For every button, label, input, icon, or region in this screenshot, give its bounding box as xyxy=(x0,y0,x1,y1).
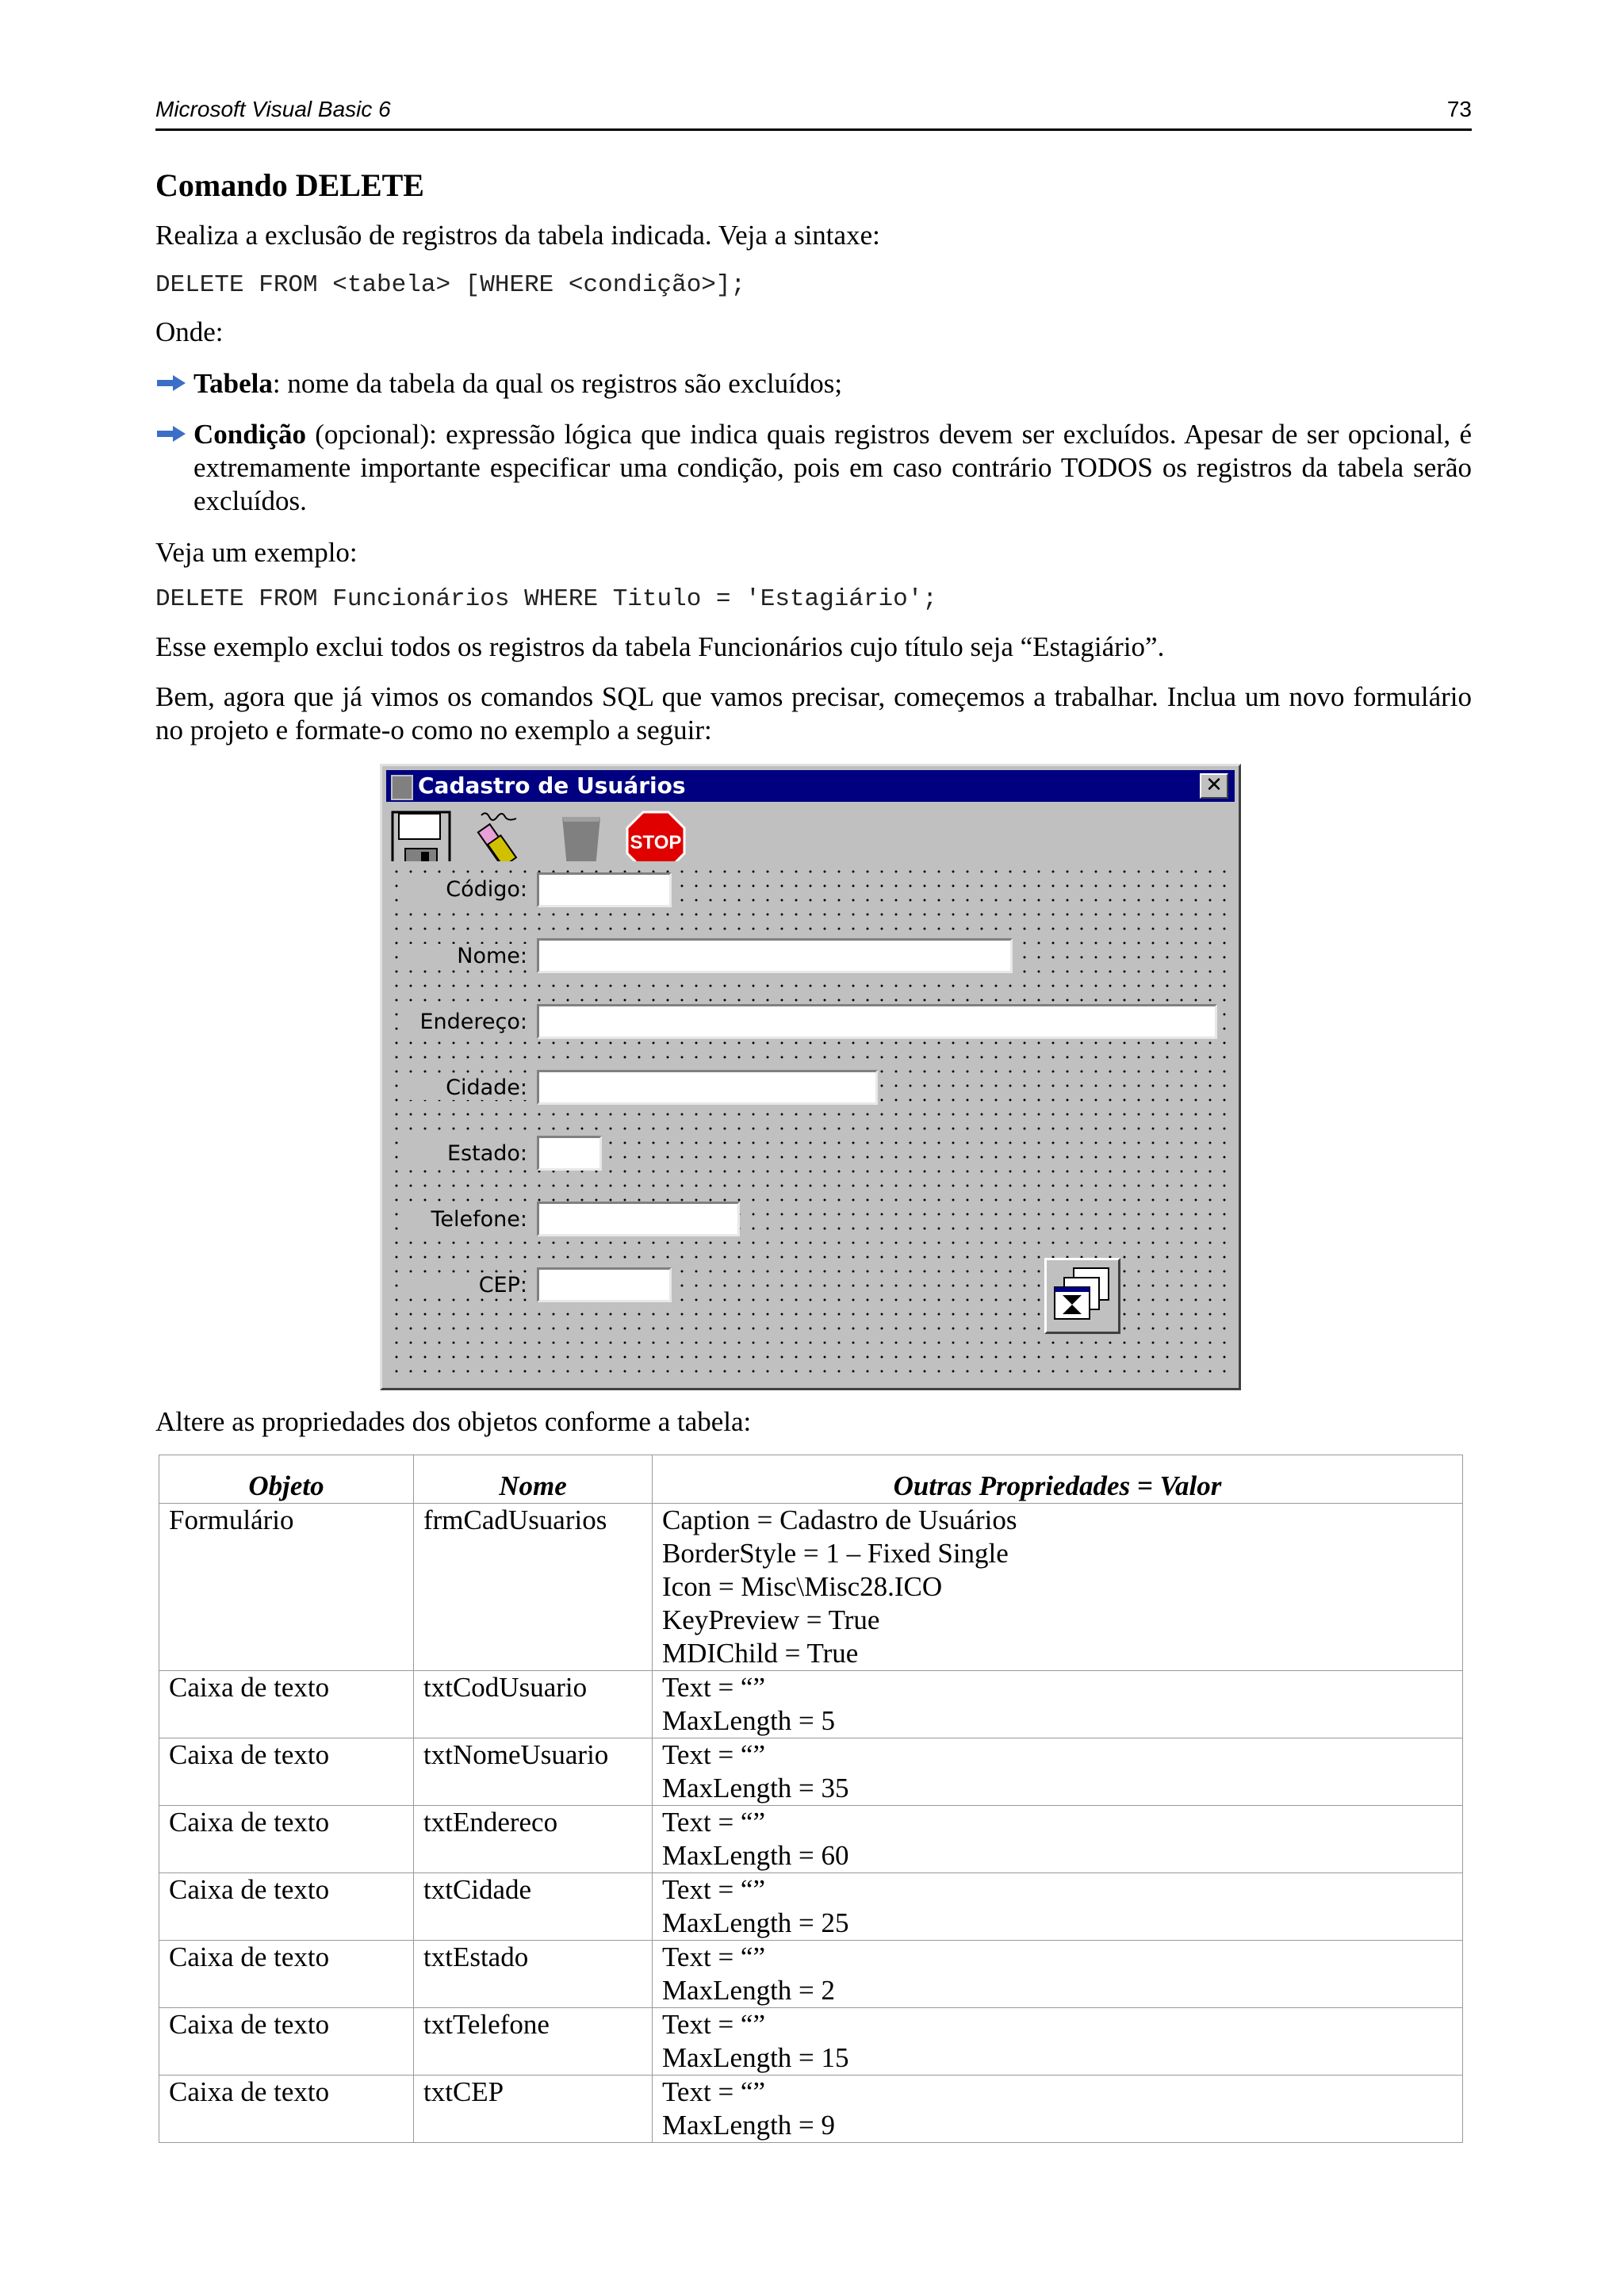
field-label-cidade: Cidade: xyxy=(400,1075,530,1100)
arrow-bullet-icon xyxy=(155,424,189,443)
table-intro: Altere as propriedades dos objetos conforme a tabela: xyxy=(155,1406,752,1437)
table-row xyxy=(159,1504,1463,1671)
cell-objeto: Formulário xyxy=(159,1504,414,1671)
txt-cep[interactable] xyxy=(537,1267,672,1302)
cell-nome: txtTelefone xyxy=(414,2008,653,2076)
cell-props xyxy=(653,2008,1463,2076)
table-row xyxy=(159,1806,1463,1873)
table-row xyxy=(159,1873,1463,1941)
close-button[interactable]: ✕ xyxy=(1200,773,1228,799)
stop-label: STOP xyxy=(630,832,682,853)
prop-line: KeyPreview = True xyxy=(662,1604,880,1635)
hourglass-windows-icon xyxy=(1047,1260,1118,1332)
txt-endereco[interactable] xyxy=(537,1004,1217,1039)
bullet-term: Condição xyxy=(193,419,306,450)
column-header: Objeto xyxy=(159,1455,414,1504)
cell-props xyxy=(653,2076,1463,2143)
prop-line: Text = “” xyxy=(662,1874,766,1905)
txt-nome-usuario[interactable] xyxy=(537,938,1013,973)
cell-nome: frmCadUsuarios xyxy=(414,1504,653,1671)
header-title: Microsoft Visual Basic 6 xyxy=(155,97,391,121)
field-label-nome: Nome: xyxy=(400,944,530,968)
example-intro: Veja um exemplo: xyxy=(155,537,358,568)
cell-nome: txtEndereco xyxy=(414,1806,653,1873)
prop-line: MaxLength = 5 xyxy=(662,1705,836,1736)
cell-props xyxy=(653,1941,1463,2008)
cell-objeto: Caixa de texto xyxy=(159,1873,414,1941)
cell-objeto: Caixa de texto xyxy=(159,2008,414,2076)
prop-line: Text = “” xyxy=(662,1807,766,1838)
column-header: Nome xyxy=(414,1455,653,1504)
window-titlebar xyxy=(386,770,1235,802)
table-row xyxy=(159,1941,1463,2008)
prop-line: MaxLength = 2 xyxy=(662,1975,836,2006)
syntax-code: DELETE FROM <tabela> [WHERE <condição>]; xyxy=(155,271,746,299)
cell-props xyxy=(653,1806,1463,1873)
section-title: Comando DELETE xyxy=(155,167,424,203)
page-header xyxy=(155,94,1472,131)
txt-cidade[interactable] xyxy=(537,1070,878,1105)
bullet-term: Tabela xyxy=(193,368,273,399)
prop-line: MaxLength = 35 xyxy=(662,1773,849,1803)
table-row xyxy=(159,2076,1463,2143)
form-window xyxy=(380,764,1241,1390)
prop-line: BorderStyle = 1 – Fixed Single xyxy=(662,1538,1009,1569)
app-icon xyxy=(391,775,413,800)
prop-line: Icon = Misc\Misc28.ICO xyxy=(662,1571,943,1602)
intro-paragraph: Realiza a exclusão de registros da tabela indicada. Veja a sintaxe: xyxy=(155,220,880,251)
prop-line: Text = “” xyxy=(662,2009,766,2040)
bullet-text: (opcional): expressão lógica que indica quais registros devem ser excluídos. Apesar de ser opcional, é extremamente importante especificar uma condição, pois em caso contrário TODOS os registros da tabela serão excluídos. xyxy=(193,419,1472,516)
prop-line: Text = “” xyxy=(662,1941,766,1972)
column-header: Outras Propriedades = Valor xyxy=(653,1455,1463,1504)
cell-objeto: Caixa de texto xyxy=(159,1671,414,1738)
txt-cod-usuario[interactable] xyxy=(537,872,672,907)
table-header-row xyxy=(159,1455,1463,1504)
cell-nome: txtCidade xyxy=(414,1873,653,1941)
prop-line: MaxLength = 25 xyxy=(662,1907,849,1938)
prop-line: Text = “” xyxy=(662,1739,766,1770)
properties-table xyxy=(159,1455,1463,2143)
prop-line: Caption = Cadastro de Usuários xyxy=(662,1504,1017,1535)
cell-nome: txtCEP xyxy=(414,2076,653,2143)
data-control-button[interactable] xyxy=(1044,1258,1120,1334)
table-row xyxy=(159,2008,1463,2076)
prop-line: Text = “” xyxy=(662,2076,766,2107)
table-row xyxy=(159,1738,1463,1806)
bullet-text: : nome da tabela da qual os registros são excluídos; xyxy=(272,368,843,399)
page-number: 73 xyxy=(1446,97,1472,121)
continue-paragraph: Bem, agora que já vimos os comandos SQL que vamos precisar, começemos a trabalhar. Inclua um novo formulário no projeto e formate-o como no exemplo a seguir: xyxy=(155,681,1472,746)
cell-objeto: Caixa de texto xyxy=(159,1738,414,1806)
onde-label: Onde: xyxy=(155,316,224,347)
window-title: Cadastro de Usuários xyxy=(418,772,686,799)
prop-line: MaxLength = 9 xyxy=(662,2110,836,2141)
cell-nome: txtNomeUsuario xyxy=(414,1738,653,1806)
txt-estado[interactable] xyxy=(537,1136,602,1171)
table-row xyxy=(159,1671,1463,1738)
field-label-estado: Estado: xyxy=(400,1141,530,1166)
cell-props xyxy=(653,1738,1463,1806)
field-label-cep: CEP: xyxy=(400,1273,530,1297)
cell-props xyxy=(653,1504,1463,1671)
cell-objeto: Caixa de texto xyxy=(159,2076,414,2143)
txt-telefone[interactable] xyxy=(537,1202,740,1236)
prop-line: MaxLength = 15 xyxy=(662,2042,849,2073)
cell-objeto: Caixa de texto xyxy=(159,1941,414,2008)
example-explanation: Esse exemplo exclui todos os registros da tabela Funcionários cujo título seja “Estagiário”. xyxy=(155,631,1165,662)
prop-line: Text = “” xyxy=(662,1672,766,1703)
field-label-endereco: Endereço: xyxy=(400,1010,530,1034)
cell-nome: txtEstado xyxy=(414,1941,653,2008)
arrow-bullet-icon xyxy=(155,374,189,393)
field-label-telefone: Telefone: xyxy=(400,1207,530,1232)
form-canvas xyxy=(386,861,1235,1384)
example-code: DELETE FROM Funcionários WHERE Titulo = 'Estagiário'; xyxy=(155,585,937,613)
toolbar xyxy=(386,804,1235,860)
cell-props xyxy=(653,1873,1463,1941)
prop-line: MaxLength = 60 xyxy=(662,1840,849,1871)
field-label-codigo: Código: xyxy=(400,877,530,902)
cell-props xyxy=(653,1671,1463,1738)
cell-objeto: Caixa de texto xyxy=(159,1806,414,1873)
cell-nome: txtCodUsuario xyxy=(414,1671,653,1738)
prop-line: MDIChild = True xyxy=(662,1638,859,1669)
